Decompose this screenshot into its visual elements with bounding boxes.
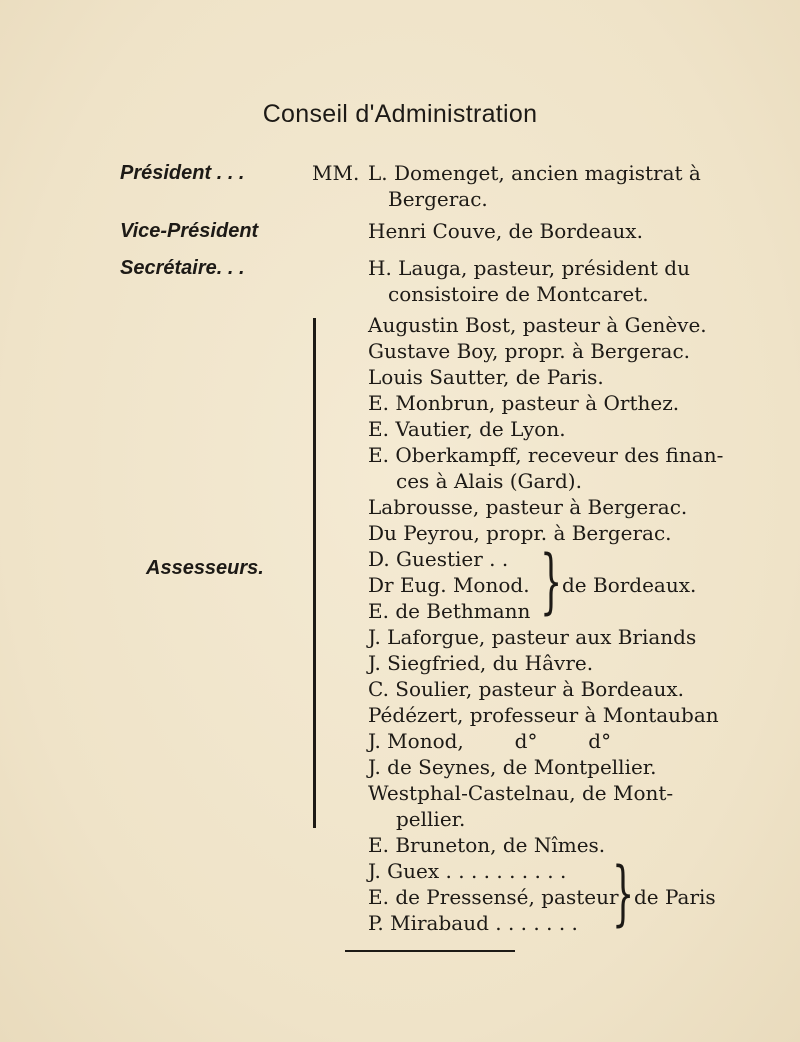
president-line-1: L. Domenget, ancien magistrat à <box>368 161 701 185</box>
assesseur-item: Gustave Boy, propr. à Bergerac. <box>368 339 691 363</box>
assesseur-item: Louis Sautter, de Paris. <box>368 365 604 389</box>
assesseur-item: D. Guestier . . <box>368 547 509 571</box>
assesseur-item: E. Oberkampff, receveur des finan- <box>368 443 724 467</box>
assesseur-item: J. de Seynes, de Montpellier. <box>368 755 657 779</box>
assesseur-item: E. Vautier, de Lyon. <box>368 417 566 441</box>
brace-paris: } <box>612 852 635 934</box>
vice-president-line: Henri Couve, de Bordeaux. <box>368 219 643 243</box>
assesseur-item: Labrousse, pasteur à Bergerac. <box>368 495 688 519</box>
assesseur-item: J. Laforgue, pasteur aux Briands <box>368 625 697 649</box>
assesseur-item: E. Monbrun, pasteur à Orthez. <box>368 391 680 415</box>
group-label-bordeaux: de Bordeaux. <box>562 573 697 597</box>
brace-bordeaux: } <box>540 540 563 622</box>
assesseur-item: E. Bruneton, de Nîmes. <box>368 833 606 857</box>
assesseur-item: J. Guex . . . . . . . . . . <box>368 859 567 883</box>
assesseur-item: P. Mirabaud . . . . . . . <box>368 911 578 935</box>
mm-label: MM. <box>312 161 360 185</box>
assesseur-item: J. Monod, d° d° <box>368 729 612 753</box>
assesseur-item: C. Soulier, pasteur à Bordeaux. <box>368 677 684 701</box>
role-assesseurs: Assesseurs. <box>146 557 264 579</box>
assesseur-item: Du Peyrou, propr. à Bergerac. <box>368 521 672 545</box>
role-secretaire: Secrétaire. . . <box>120 257 245 279</box>
assesseur-item: Augustin Bost, pasteur à Genève. <box>368 313 707 337</box>
assesseur-item: E. de Bethmann <box>368 599 531 623</box>
secretaire-line-2: consistoire de Montcaret. <box>388 282 649 306</box>
group-label-paris: de Paris <box>634 885 716 909</box>
president-line-2: Bergerac. <box>388 187 488 211</box>
secretaire-line-1: H. Lauga, pasteur, président du <box>368 256 690 280</box>
assesseur-item: Dr Eug. Monod. <box>368 573 530 597</box>
assesseur-item: Pédézert, professeur à Montauban <box>368 703 719 727</box>
role-vice-president: Vice-Président <box>120 220 259 242</box>
page-title: Conseil d'Administration <box>262 100 538 128</box>
assesseur-item: pellier. <box>396 807 466 831</box>
assesseur-item: E. de Pressensé, pasteur <box>368 885 619 909</box>
role-president: Président . . . <box>120 162 245 184</box>
assesseur-item: ces à Alais (Gard). <box>396 469 582 493</box>
assesseur-item: Westphal-Castelnau, de Mont- <box>368 781 674 805</box>
assesseur-item: J. Siegfried, du Hâvre. <box>368 651 594 675</box>
bottom-rule <box>345 950 515 952</box>
group-bar <box>313 318 316 828</box>
